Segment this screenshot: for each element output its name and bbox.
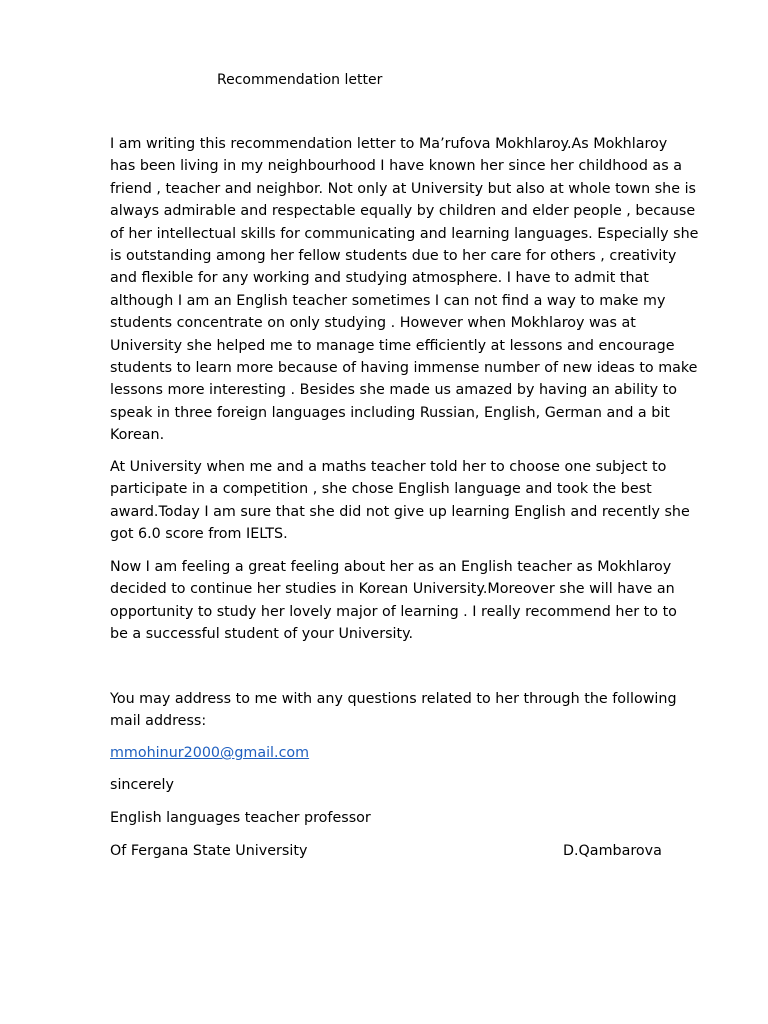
closing-text: sincerely [110, 777, 174, 793]
text-line: has been living in my neighbourhood I have known her since her childhood as a [110, 158, 682, 175]
text-line: award.Today I am sure that she did not give up learning English and recently she [110, 503, 690, 520]
paragraph-recommendation [110, 556, 720, 646]
text-line: decided to continue her studies in Korean University.Moreover she will have an [110, 581, 675, 598]
text-line: participate in a competition , she chose English language and took the best [110, 481, 652, 498]
text-line: Korean. [110, 427, 165, 444]
text-line: be a successful student of your University. [110, 626, 414, 643]
text-line: students concentrate on only studying . However when Mokhlaroy was at [110, 315, 636, 332]
text-line: At University when me and a maths teacher told her to choose one subject to [110, 459, 667, 475]
text-line: I am writing this recommendation letter to Ma’rufova Mokhlaroy.As Mokhlaroy [110, 136, 668, 152]
text-line: speak in three foreign languages including Russian, English, German and a bit [110, 404, 670, 421]
text-line: friend , teacher and neighbor. Not only at University but also at whole town she is [110, 180, 696, 197]
paragraph-introduction [110, 133, 720, 447]
text-line: is outstanding among her fellow students due to her care for others , creativity [110, 248, 677, 265]
text-line: of her intellectual skills for communicating and learning languages. Especially she [110, 225, 699, 242]
paragraph-contact [110, 688, 720, 733]
text-line: although I am an English teacher sometimes I can not find a way to make my [110, 292, 666, 309]
text-line: always admirable and respectable equally by children and elder people , because [110, 203, 696, 220]
signer-role: English languages teacher professor [110, 810, 371, 826]
email-link[interactable]: mmohinur2000@gmail.com [110, 745, 310, 761]
letter-title: Recommendation letter [217, 72, 383, 88]
text-line: mail address: [110, 713, 207, 730]
text-line: lessons more interesting . Besides she made us amazed by having an ability to [110, 382, 678, 399]
text-line: got 6.0 score from IELTS. [110, 526, 288, 543]
text-line: You may address to me with any questions related to her through the following [110, 691, 677, 707]
text-line: opportunity to study her lovely major of learning . I really recommend her to to [110, 603, 677, 620]
text-line: University she helped me to manage time efficiently at lessons and encourage [110, 337, 675, 354]
text-line: students to learn more because of having immense number of new ideas to make [110, 360, 698, 377]
paragraph-achievements [110, 456, 720, 546]
signer-name: D.Qambarova [563, 843, 662, 859]
signer-organization: Of Fergana State University [110, 843, 308, 859]
text-line: and flexible for any working and studying atmosphere. I have to admit that [110, 270, 649, 287]
text-line: Now I am feeling a great feeling about her as an English teacher as Mokhlaroy [110, 559, 672, 575]
